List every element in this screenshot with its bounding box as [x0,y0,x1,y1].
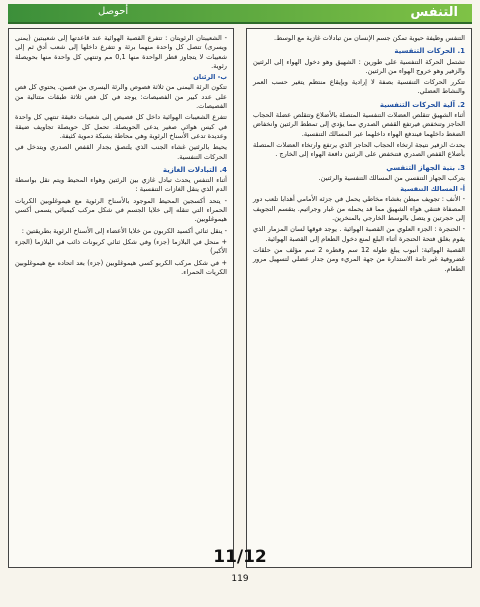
section-heading: 4. التبادلات الغازية [162,165,227,174]
left-column [8,28,234,568]
paragraph: أثناء الشهيق تتقلص العضلات التنفسية المتصلة بالأضلاع وتتقلص عضلة الحجاب الحاجز وتنخفض فيرتفع القفص الصدري مما يؤدي إلى تمطط الرئتين وانخفاض الضغط داخلهما فيندفع الهواء داخلهما عبر المسالك التنفسية. [253,111,465,138]
page-number: 119 [231,574,249,584]
section-heading: 2. آلية الحركات التنفسية [379,100,465,109]
paragraph: + منحل في البلازما (جزء) وفي شكل ثنائي كربونات ذائب في البلازما (الجزء الأكبر) [15,237,227,256]
paragraph: تتفرع الشعيبات الهوائية داخل كل فصيص إلى شعيبات دقيقة تنتهي كل واحدة في كيس هوائي صغير يدعى الحويصلة. تحمل كل حويصلة تجاويف ضيقة وعديدة تدعى الأسناخ الرئوية وهي محاطة بشبكة دموية كثيفة. [15,113,227,140]
paragraph: - الأنف : تجويف مبطن بغشاء مخاطي يحمل في جزئه الأمامي أهدابا تلعب دور المصفاة فتنقي هواء الشهيق مما قد يحمله من غبار وجراثيم. يتقسم التجويف إلى حجرتين و يتصل بالوسط الخارجي بالمنخرين. [253,195,465,223]
subsection-heading: أ- المسالك التنفسية [400,185,465,194]
paragraph: القصبة الهوائية: أنبوب يبلغ طوله 12 سم وقطره 2 سم مؤلف من حلقات غضروفية غير تامة الاستدارة من جهة المريء ومن جدار عضلي لتسهيل مرور الطعام. [253,245,465,273]
page-title: التنفس [410,5,458,20]
paragraph: تتكرر الحركات التنفسية بصفة لا إرادية وبإيقاع منتظم يتغير حسب العمر والنشاط العضلي. [253,78,465,96]
right-column [246,28,472,568]
paragraph: يحدث الزفير نتيجة ارتخاء الحجاب الحاجز الذي يرتفع وارتخاء العضلات المتصلة بأضلاع القفص الصدري فتنخفض على الرئتين دافعة الهواء إلى الخارج . [253,140,465,159]
paragraph: يحيط بالرئتين غشاء الجنب الذي يلتصق بجدار القفص الصدري ويتدخل في الحركات التنفسية. [15,143,227,161]
subsection-heading: ب- الرئتان [193,73,227,82]
intro-text: التنفس وظيفة حيوية تمكن جسم الإنسان من تبادلات غازية مع الوسط. [274,34,465,42]
summary-tag: أحوصل [98,6,129,17]
paragraph: يتركب الجهاز التنفسي من المسالك التنفسية والرئتين. [318,173,465,182]
paragraph: + في شكل مركب الكربو كسي هيموغلوبين (جزء) بعد اتحاده مع هيموغلوبين الكريات الحمراء. [15,258,227,276]
page-fraction: 11/12 [213,547,267,567]
paragraph: - ينقل ثنائي أكسيد الكربون من خلايا الأعضاء إلى الأسناخ الرئوية بطريقتين : [21,226,227,235]
section-heading: 3. بنية الجهاز التنفسي [386,163,465,172]
header-bar [8,4,472,24]
section-heading: 1. الحركات التنفسية [394,47,465,56]
content-frame [8,28,472,568]
paragraph: - الحنجرة : الجزء العلوي من القصبة الهوائية . يوجد فوقها لسان المزمار الذي يقوم بغلق فتحة الحنجرة أثناء البلع لمنع دخول الطعام إلى القصبة الهوائية. [253,225,465,243]
paragraph: تتكون الرئة اليمنى من ثلاثة فصوص والرئة اليسرى من فصين. يحتوي كل فص على عدد كبير من الفصيصات: يوجد في كل فص ثلاثة طبقات متتالية من الفصيصات. [15,83,227,111]
paragraph: - يتحد أكسجين المحيط الموجود بالأسناخ الرئوية مع هيموغلوبين الكريات الحمراء التي تنقله إلى خلايا الجسم في شكل مركب كيميائي يسمى أكسي هيموغلوبين. [15,196,227,224]
paragraph: تشتمل الحركة التنفسية على طورين : الشهيق وهو دخول الهواء إلى الرئتين والزفير وهو خروج الهواء من الرئتين. [253,57,465,75]
paragraph: أثناء التنفس يحدث تبادل غازي بين الرئتين وهواء المحيط ويتم نقل بواسطة الدم الذي ينقل الغازات التنفسية : [15,176,227,194]
paragraph: - الشعيبتان الرئويتان : تتفرع القصبة الهوائية عند قاعدتها إلى شعيبتين (يمنى ويسرى) تتصل كل واحدة منهما برئة و تتفرع داخلها إلى شعب أدق ثم إلى شعيبات لا يتجاوز قطر الواحدة منها 0,1 مم وتنتهي كل واحدة منها بحويصلة رئوية. [15,34,227,70]
